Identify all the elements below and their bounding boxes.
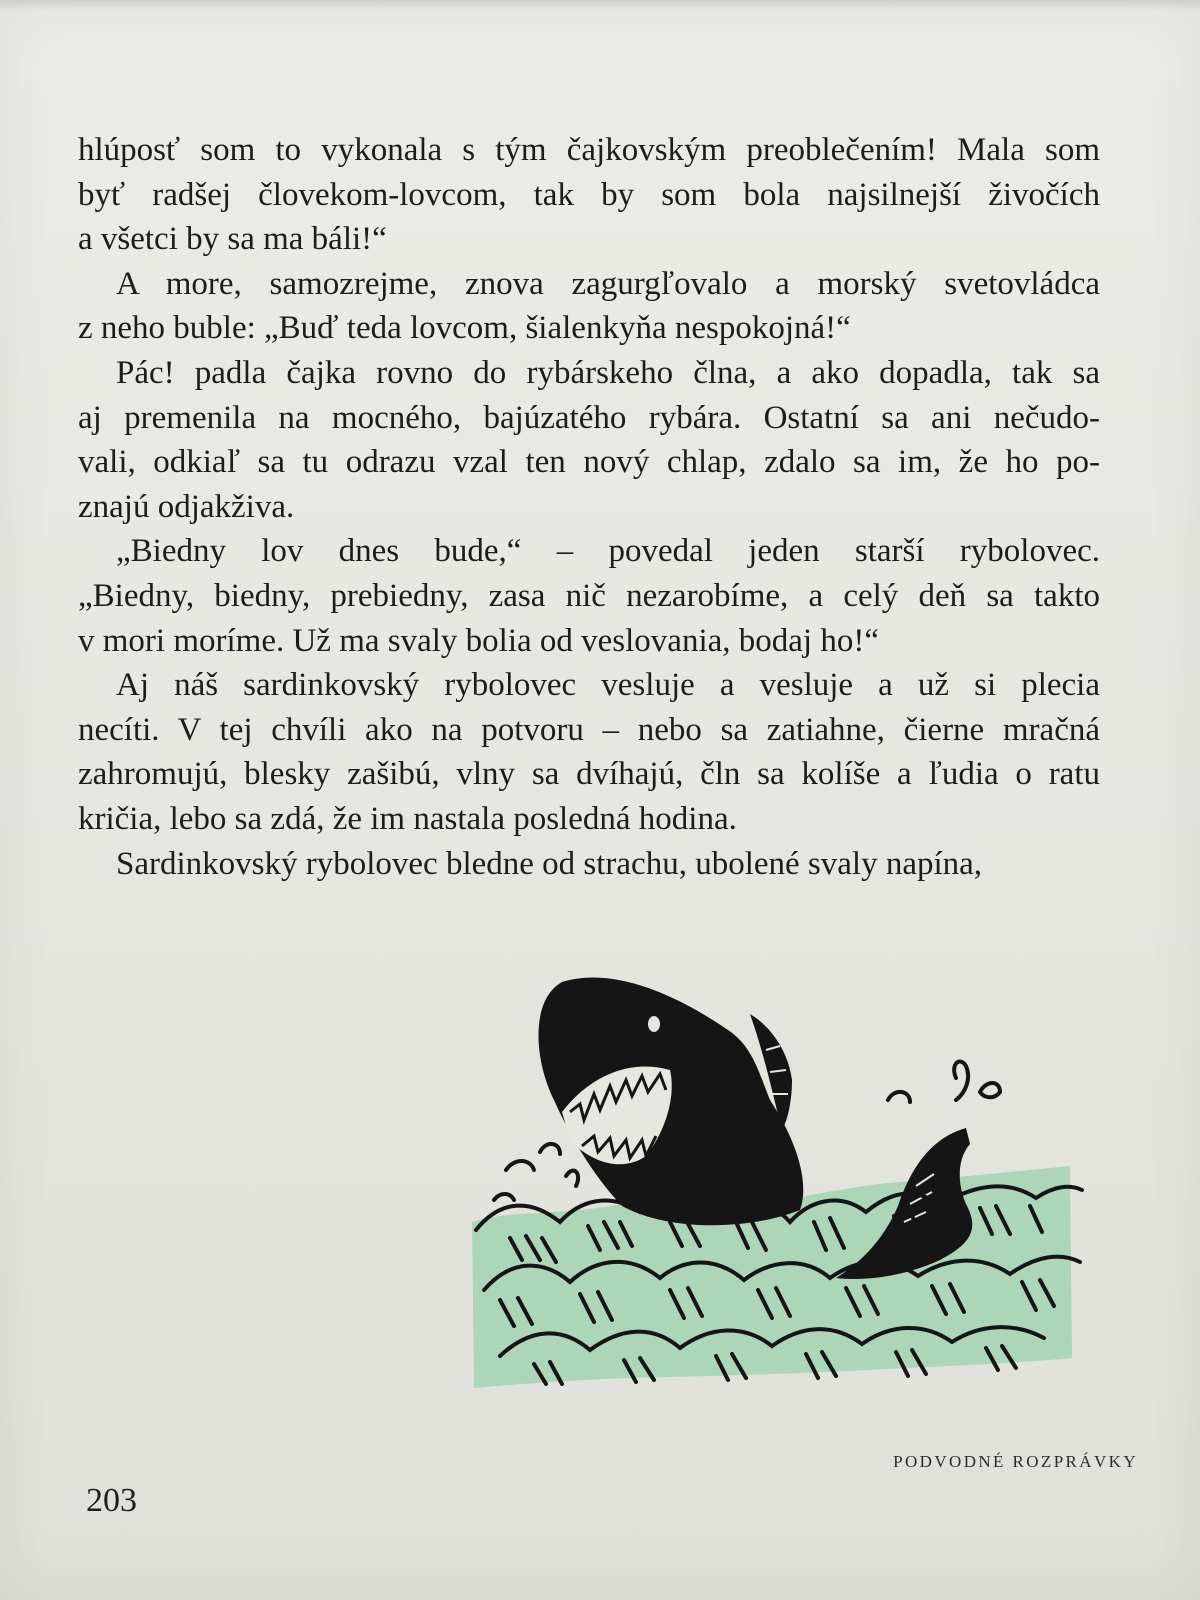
page-top-edge <box>0 0 1200 10</box>
text-line: a všetci by sa ma báli!“ <box>78 221 387 258</box>
text-line: z neho buble: „Buď teda lovcom, šialenkyňa nespokojná!“ <box>78 310 851 347</box>
text-line: Pác! padla čajka rovno do rybárskeho člna, a ako dopadla, tak sa <box>116 354 1100 391</box>
shark-illustration <box>470 960 1110 1420</box>
text-line: Sardinkovský rybolovec bledne od strachu, ubolené svaly napína, <box>116 845 983 882</box>
text-line: vali, odkiaľ sa tu odrazu vzal ten nový chlap, zdalo sa im, že ho po- <box>78 444 1100 481</box>
text-line: aj premenila na mocného, bajúzatého rybára. Ostatní sa ani nečudo- <box>78 399 1100 436</box>
text-line: znajú odjakživa. <box>78 488 295 525</box>
text-line: v mori moríme. Už ma svaly bolia od veslovania, bodaj ho!“ <box>78 622 879 659</box>
text-line: Aj náš sardinkovský rybolovec vesluje a vesluje a už si plecia <box>116 667 1100 704</box>
text-line: byť radšej človekom-lovcom, tak by som bola najsilnejší živočích <box>78 176 1100 213</box>
text-line: kričia, lebo sa zdá, že im nastala posledná hodina. <box>78 800 737 837</box>
text-line: „Biedny lov dnes bude,“ – povedal jeden starší rybolovec. <box>116 533 1100 570</box>
text-line: necíti. V tej chvíli ako na potvoru – nebo sa zatiahne, čierne mračná <box>78 711 1100 748</box>
body-text <box>78 128 1100 886</box>
shark-eye-icon <box>648 1016 660 1032</box>
text-line: „Biedny, biedny, prebiedny, zasa nič nezarobíme, a celý deň sa takto <box>78 577 1100 614</box>
running-head: PODVODNÉ ROZPRÁVKY <box>893 1452 1138 1471</box>
shark-icon <box>538 977 803 1225</box>
text-line: hlúposť som to vykonala s tým čajkovským preoblečením! Mala som <box>78 132 1100 168</box>
text-line: A more, samozrejme, znova zagurgľovalo a morský svetovládca <box>116 265 1100 302</box>
text-line: zahromujú, blesky zašibú, vlny sa dvíhajú, čln sa kolíše a ľudia o ratu <box>78 756 1100 793</box>
page-number: 203 <box>86 1482 137 1519</box>
